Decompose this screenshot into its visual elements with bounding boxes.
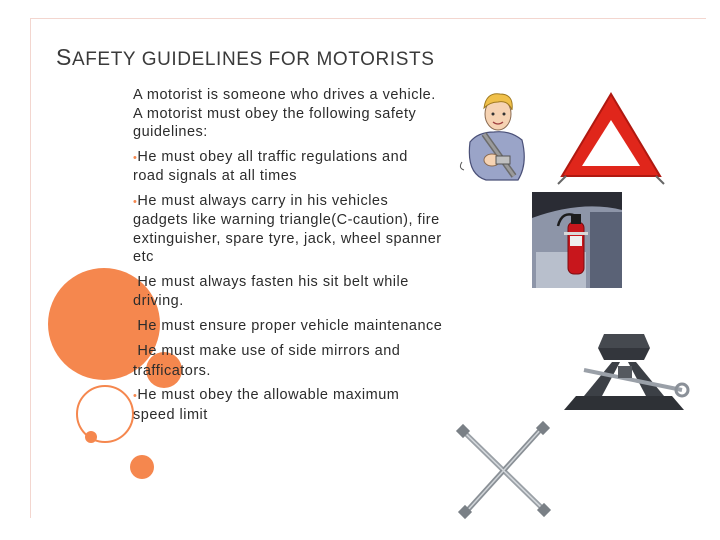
guideline-text: He must always carry in his vehicles gadgets like warning triangle(C-caution), fire extinguisher, spare tyre, jack, wheel spanner etc	[133, 192, 442, 265]
title-initial: S	[56, 44, 72, 70]
page-title	[56, 44, 434, 71]
wheel-spanner-photo	[452, 420, 556, 520]
guideline-text: He must make use of side mirrors and trafficators.	[133, 343, 401, 379]
intro-paragraph: A motorist is someone who drives a vehicle. A motorist must obey the following safety guidelines:	[133, 87, 436, 140]
bullet-icon: •	[133, 195, 138, 208]
bullet-icon: •	[133, 320, 138, 333]
guideline-item	[133, 192, 443, 267]
guideline-text: He must always fasten his sit belt while driving.	[133, 273, 409, 309]
guidelines-text	[133, 86, 443, 430]
guideline-item	[133, 386, 443, 424]
bullet-icon: •	[133, 390, 138, 402]
frame-left-line	[30, 18, 31, 518]
title-rest: AFETY GUIDELINES FOR MOTORISTS	[71, 49, 435, 70]
bullet-icon: •	[133, 276, 138, 289]
seatbelt-man-illustration	[456, 84, 532, 182]
guideline-text: He must obey the allowable maximum speed limit	[133, 387, 400, 423]
fire-extinguisher-photo	[532, 192, 622, 288]
guideline-text: He must obey all traffic regulations and road signals at all times	[133, 148, 408, 184]
bullet-icon: •	[133, 151, 138, 164]
guideline-item	[133, 273, 443, 311]
guideline-text: He must ensure proper vehicle maintenance	[137, 317, 443, 334]
guideline-item	[133, 148, 443, 186]
warning-triangle-icon	[556, 90, 666, 186]
car-jack-photo	[554, 326, 694, 416]
guideline-item	[133, 342, 443, 380]
decor-circle-small	[85, 431, 97, 443]
guideline-item	[133, 317, 443, 337]
bullet-icon: •	[133, 346, 138, 358]
decor-circle-dot	[130, 455, 154, 479]
frame-top-line	[30, 18, 706, 19]
